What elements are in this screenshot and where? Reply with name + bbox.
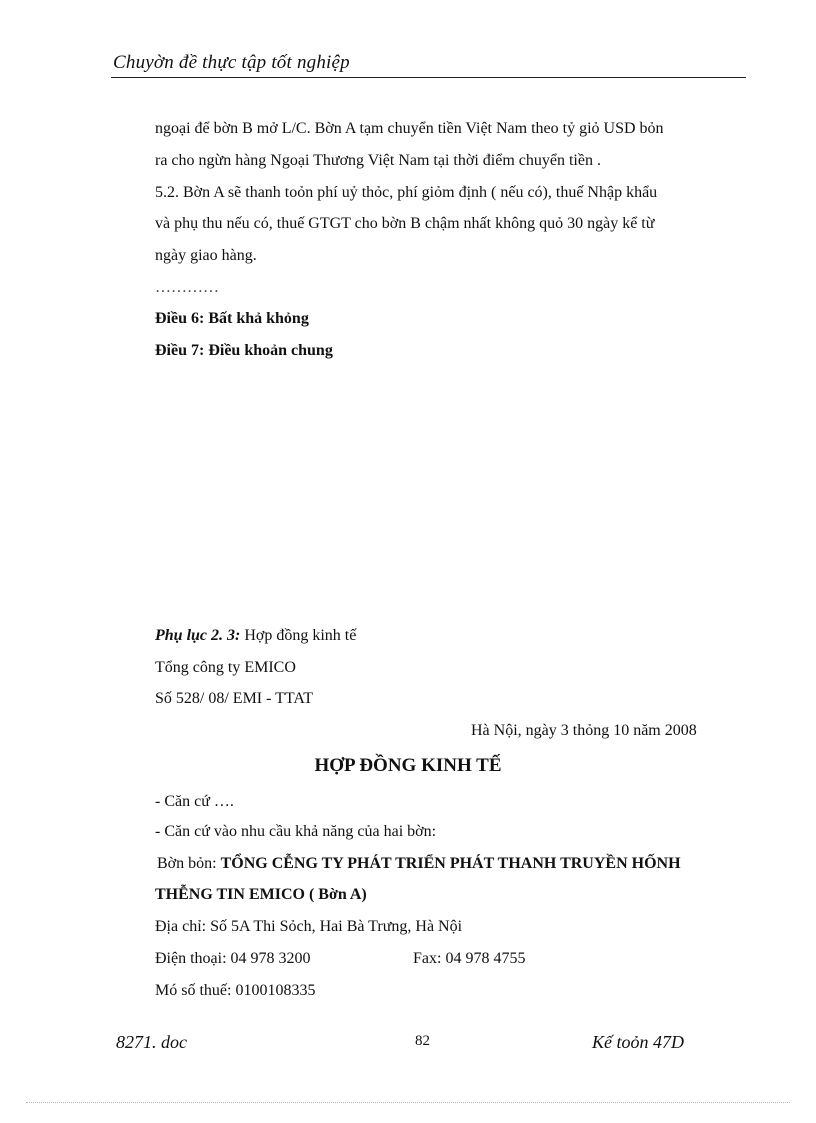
footer-class: Kế toỏn 47D [592,1032,684,1052]
paragraph-line: ra cho ngừn hàng Ngoại Thương Việt Nam tại thời điểm chuyển tiền . [155,152,601,169]
party-name-continued: THỄNG TIN EMICO ( Bờn A) [155,886,367,903]
paragraph-line: ngày giao hàng. [155,247,257,264]
appendix-text: Hợp đồng kinh tế [240,627,357,644]
ellipsis: ………… [155,279,219,296]
tax-code-line: Mó số thuế: 0100108335 [155,982,316,999]
document-number: Số 528/ 08/ EMI - TTAT [155,690,313,707]
basis-line: - Căn cứ …. [155,793,234,810]
paragraph-line: và phụ thu nếu có, thuế GTGT cho bờn B chậm nhất không quỏ 30 ngày kể từ [155,215,655,232]
header-rule [111,77,746,78]
appendix-caption [155,626,356,646]
appendix-label: Phụ lục 2. 3: [155,627,241,644]
paragraph-line: 5.2. Bờn A sẽ thanh toỏn phí uỷ thỏc, phí giỏm định ( nếu có), thuế Nhập khẩu [155,184,658,201]
paragraph-line: ngoại để bờn B mở L/C. Bờn A tạm chuyển tiền Việt Nam theo tỷ giỏ USD bỏn [155,120,664,137]
article-6-heading: Điều 6: Bất khả khỏng [155,310,309,327]
phone-line: Điện thoại: 04 978 3200 [155,950,311,967]
fax-line: Fax: 04 978 4755 [413,950,526,967]
footer-filename: 8271. doc [116,1032,187,1052]
address-line: Địa chỉ: Số 5A Thi Sỏch, Hai Bà Trưng, Hà Nội [155,918,463,935]
company-name: Tổng công ty EMICO [155,659,296,676]
page-number: 82 [415,1033,430,1049]
party-name: TỔNG CỄNG TY PHÁT TRIỂN PHÁT THANH TRUYỀN HỐNH [220,855,681,872]
date-line: Hà Nội, ngày 3 thỏng 10 năm 2008 [471,722,697,739]
contract-title: HỢP ĐỒNG KINH TẾ [314,755,502,776]
party-label: Bờn bỏn: [157,855,221,872]
basis-line: - Căn cứ vào nhu cầu khả năng của hai bờn: [155,823,437,840]
party-line [157,854,681,874]
article-7-heading: Điều 7: Điều khoản chung [155,342,333,359]
page-bottom-rule [26,1102,790,1103]
running-header-title: Chuyờn đề thực tập tốt nghiệp [113,52,350,73]
